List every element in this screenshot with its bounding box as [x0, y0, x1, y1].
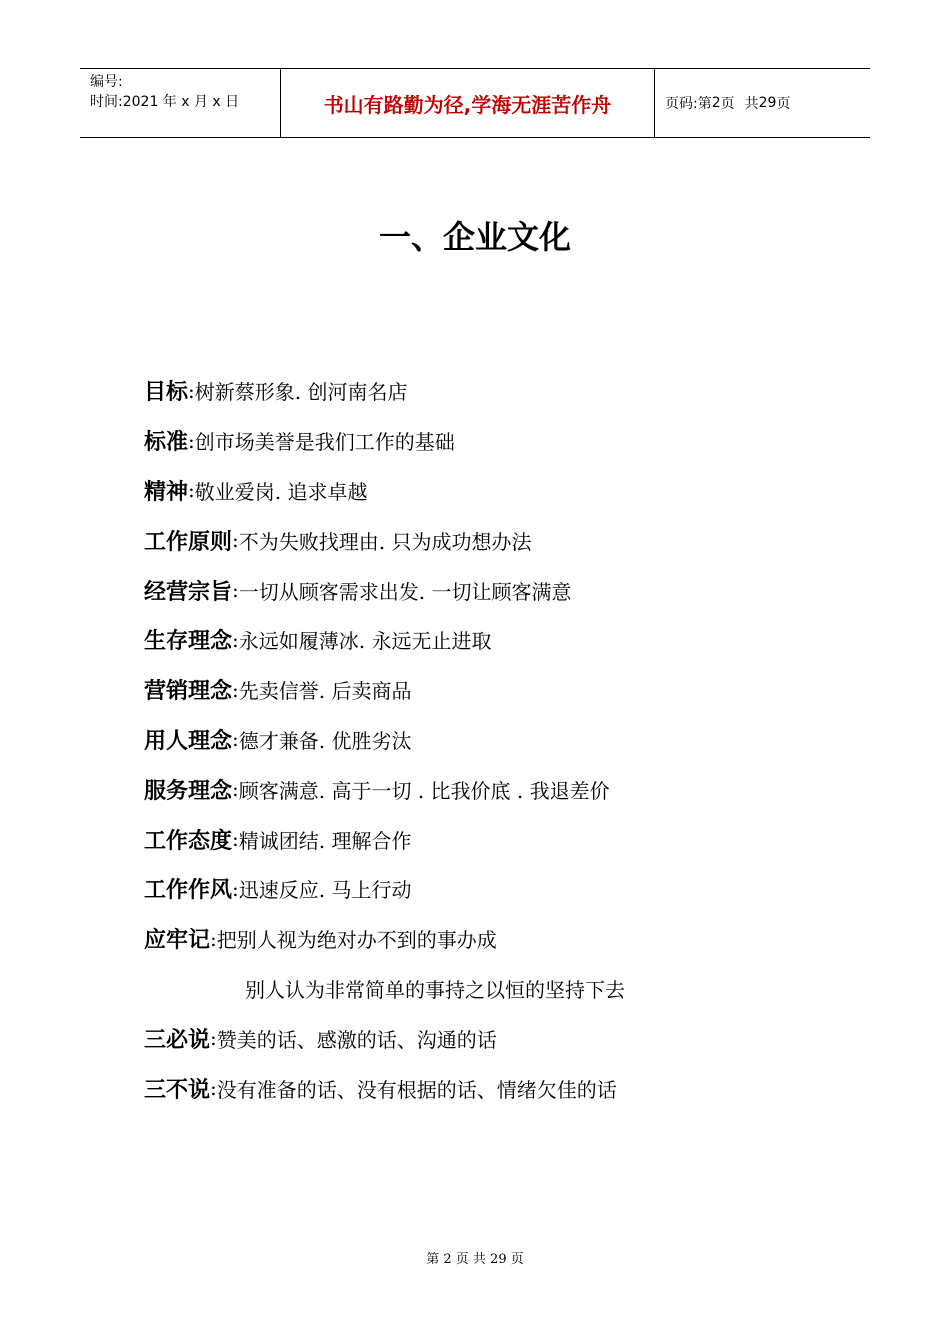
- culture-item-value: 德才兼备. 优胜劣汰: [238, 728, 412, 753]
- culture-item-colon: :: [210, 926, 217, 951]
- header-meta: [80, 69, 281, 137]
- page-suffix: 页: [776, 96, 791, 112]
- culture-item-colon: :: [232, 627, 239, 652]
- culture-item-value: 顾客满意. 高于一切 . 比我价底 . 我退差价: [238, 778, 610, 803]
- culture-item-label: 经营宗旨: [144, 579, 233, 605]
- page-title: 一、企业文化: [378, 218, 571, 256]
- culture-item-label: 用人理念: [144, 728, 233, 754]
- culture-item-label: 精神: [144, 479, 189, 505]
- culture-item-label: 三必说: [144, 1027, 211, 1053]
- page-current: 2: [711, 95, 721, 111]
- culture-item-label: 服务理念: [144, 778, 233, 804]
- time-label: 时间:2021 年 x 月 x 日: [90, 94, 240, 110]
- culture-item-colon: :: [188, 478, 195, 503]
- culture-item: [144, 565, 864, 615]
- culture-item: [144, 814, 864, 864]
- culture-item-value: 赞美的话、感激的话、沟通的话: [216, 1027, 497, 1052]
- culture-item: [144, 764, 864, 814]
- culture-item-colon: :: [188, 428, 195, 453]
- page-footer: 第 2 页 共 29 页: [426, 1252, 524, 1267]
- header-table: [80, 68, 870, 138]
- culture-item-label: 生存理念: [144, 629, 233, 655]
- page-prefix: 页码:第: [665, 96, 712, 112]
- page-mid: 页: [720, 96, 735, 112]
- culture-item-colon: :: [210, 1026, 217, 1051]
- culture-list: [144, 366, 864, 1113]
- culture-item-colon: :: [232, 578, 239, 603]
- culture-item: [144, 1063, 864, 1113]
- culture-item-label: 应牢记: [144, 928, 211, 954]
- culture-item: [144, 366, 864, 416]
- culture-item: [144, 715, 864, 765]
- culture-item-colon: :: [232, 727, 239, 752]
- culture-item-label: 标准: [144, 430, 189, 456]
- culture-item-label: 工作原则: [144, 529, 233, 555]
- culture-item: [144, 416, 864, 466]
- page-total: 29: [758, 95, 777, 111]
- header-motto: 书山有路勤为径,学海无涯苦作舟: [281, 69, 655, 137]
- number-label: 编号:: [90, 74, 123, 90]
- culture-item-label: 营销理念: [144, 679, 233, 705]
- culture-item-value: 别人认为非常简单的事持之以恒的坚持下去: [245, 977, 625, 1002]
- culture-item-value: 没有准备的话、没有根据的话、情绪欠佳的话: [216, 1077, 617, 1102]
- culture-item-colon: :: [210, 1076, 217, 1101]
- culture-item: [144, 964, 864, 1014]
- culture-item-value: 迅速反应. 马上行动: [238, 878, 412, 903]
- culture-item-value: 精诚团结. 理解合作: [238, 828, 412, 853]
- culture-item-value: 永远如履薄冰. 永远无止进取: [238, 629, 492, 654]
- culture-item-label: 工作态度: [144, 828, 233, 854]
- culture-item-value: 把别人视为绝对办不到的事办成: [216, 928, 497, 953]
- culture-item: [144, 665, 864, 715]
- page-total-prefix: 共: [744, 96, 759, 112]
- culture-item-colon: :: [232, 677, 239, 702]
- culture-item: [144, 864, 864, 914]
- culture-item: [144, 515, 864, 565]
- culture-item-label: 三不说: [144, 1077, 211, 1103]
- culture-item: [144, 1013, 864, 1063]
- header-page-info: [655, 69, 870, 137]
- culture-item-colon: :: [232, 777, 239, 802]
- culture-item-value: 不为失败找理由. 只为成功想办法: [238, 529, 532, 554]
- culture-item-label: 目标: [144, 380, 189, 406]
- culture-item-colon: :: [232, 528, 239, 553]
- culture-item-value: 一切从顾客需求出发. 一切让顾客满意: [238, 579, 572, 604]
- culture-item-label: 工作作风: [144, 878, 233, 904]
- culture-item-value: 创市场美誉是我们工作的基础: [194, 430, 455, 455]
- culture-item: [144, 615, 864, 665]
- culture-item-value: 树新蔡形象. 创河南名店: [194, 380, 408, 405]
- culture-item-value: 敬业爱岗. 追求卓越: [194, 479, 368, 504]
- culture-item-colon: :: [188, 378, 195, 403]
- culture-item: [144, 914, 864, 964]
- culture-item-colon: :: [232, 827, 239, 852]
- culture-item-value: 先卖信誉. 后卖商品: [238, 679, 412, 704]
- culture-item-colon: :: [232, 876, 239, 901]
- culture-item: [144, 466, 864, 516]
